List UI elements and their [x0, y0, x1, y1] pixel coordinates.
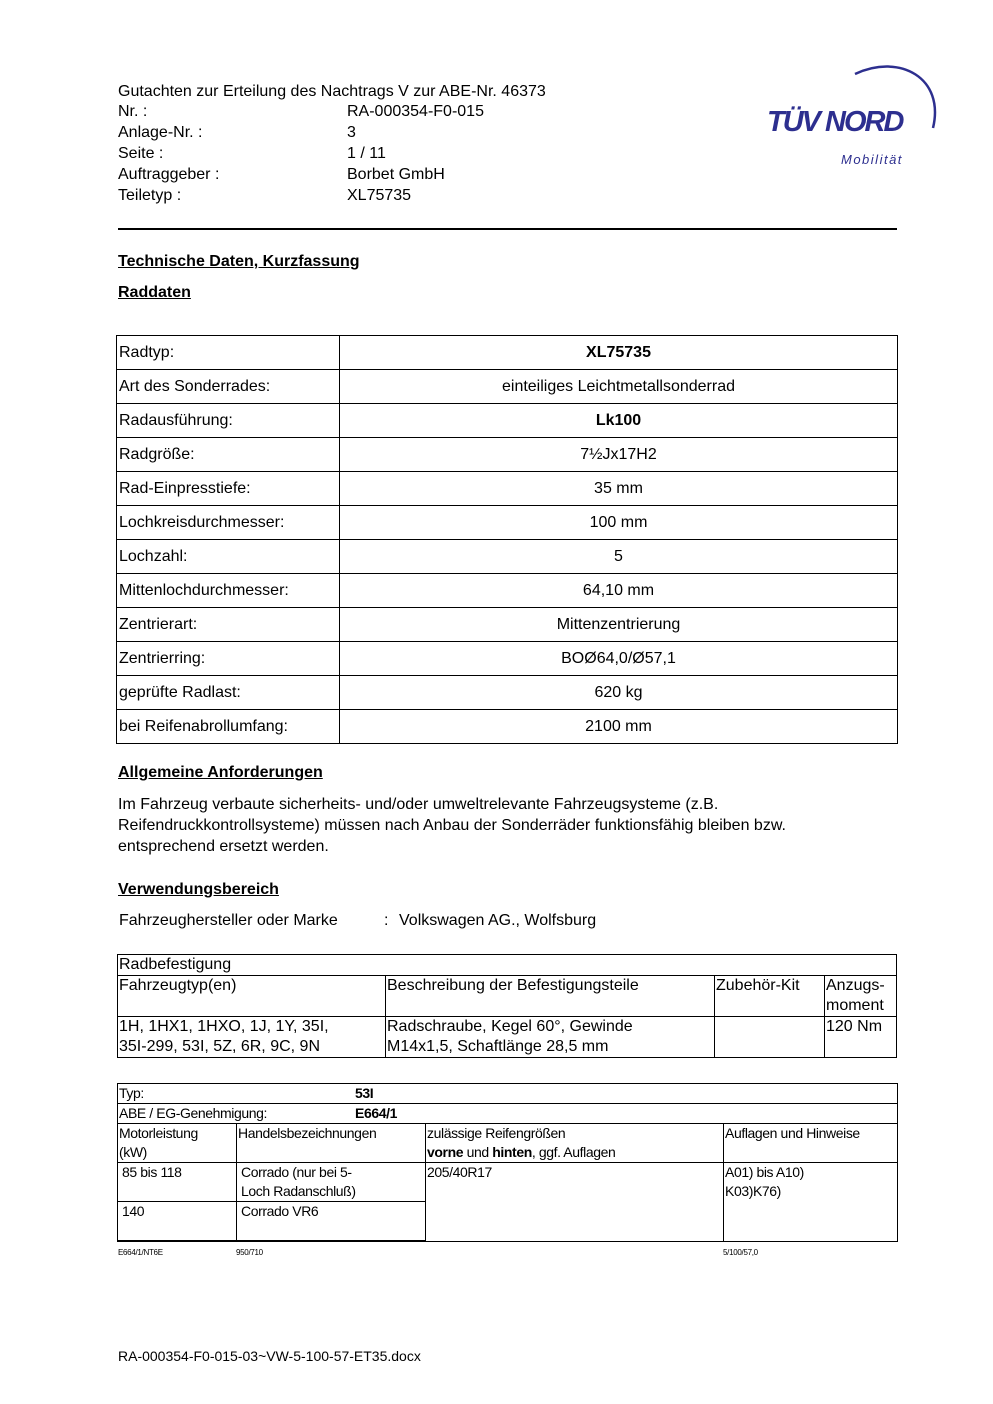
report-title: Gutachten zur Erteilung des Nachtrags V zur ABE-Nr. 46373	[118, 83, 546, 100]
header-divider	[118, 228, 897, 230]
cell-kit	[715, 1017, 825, 1058]
section-title: Technische Daten, Kurzfassung	[118, 253, 360, 270]
cell-description: Radschraube, Kegel 60°, Gewinde M14x1,5, Schaftlänge 28,5 mm	[386, 1017, 715, 1058]
cell-power: 140	[118, 1202, 237, 1242]
raddaten-table	[116, 335, 898, 744]
row-value: 35 mm	[340, 472, 898, 506]
row-value: XL75735	[340, 336, 898, 370]
row-label: Lochkreisdurchmesser:	[117, 506, 340, 540]
table-row	[117, 676, 898, 710]
abe-row	[118, 1104, 898, 1124]
header-types: Fahrzeugtyp(en)	[118, 976, 386, 1017]
verwendung-title: Verwendungsbereich	[118, 881, 279, 898]
header-row-seite	[118, 144, 386, 164]
logo-brand: TÜV NORD	[767, 106, 903, 138]
abe-value: E664/1	[355, 1105, 397, 1121]
header-kit: Zubehör-Kit	[715, 976, 825, 1017]
row-label: Radtyp:	[117, 336, 340, 370]
logo-subtitle: Mobilität	[841, 152, 903, 167]
typ-line	[118, 1084, 898, 1104]
cell-names: Corrado (nur bei 5- Loch Radanschluß)	[237, 1163, 426, 1202]
cell-names: Corrado VR6	[237, 1202, 426, 1242]
header-label: Anlage-Nr. :	[118, 124, 203, 141]
typ-footnote-2: 950/710	[236, 1248, 263, 1257]
manufacturer-value: Volkswagen AG., Wolfsburg	[399, 912, 597, 929]
row-value: Mittenzentrierung	[340, 608, 898, 642]
table-row	[117, 404, 898, 438]
row-label: Art des Sonderrades:	[117, 370, 340, 404]
header-tyres: zulässige Reifengrößen vorne und hinten, ggf. Auflagen	[426, 1124, 724, 1163]
header-value: RA-000354-F0-015	[347, 103, 484, 120]
row-label: Mittenlochdurchmesser:	[117, 574, 340, 608]
manufacturer-line	[119, 912, 597, 930]
cell-types: 1H, 1HX1, 1HXO, 1J, 1Y, 35I, 35I-299, 53I, 5Z, 6R, 9C, 9N	[118, 1017, 386, 1058]
header-torque: Anzugs- moment	[825, 976, 897, 1017]
typ-table	[117, 1083, 898, 1242]
table-header-row	[118, 976, 897, 1017]
header-value: XL75735	[347, 187, 412, 204]
raddaten-title: Raddaten	[118, 284, 191, 301]
befestigung-table	[117, 954, 897, 1058]
row-label: Zentrierring:	[117, 642, 340, 676]
row-label: Zentrierart:	[117, 608, 340, 642]
allgemein-text	[118, 794, 908, 857]
table-row	[118, 1017, 897, 1058]
befestigung-title: Radbefestigung	[118, 955, 897, 976]
cell-notes: A01) bis A10) K03)K76)	[724, 1163, 898, 1242]
typ-value: 53I	[355, 1085, 374, 1101]
abe-label: ABE / EG-Genehmigung:	[119, 1105, 268, 1121]
typ-header-row	[118, 1124, 898, 1163]
row-value: 100 mm	[340, 506, 898, 540]
header-label: Teiletyp :	[118, 187, 182, 204]
header-description: Beschreibung der Befestigungsteile	[386, 976, 715, 1017]
header-power: Motorleistung (kW)	[118, 1124, 237, 1163]
row-label: geprüfte Radlast:	[117, 676, 340, 710]
row-value: 2100 mm	[340, 710, 898, 744]
row-value: BOØ64,0/Ø57,1	[340, 642, 898, 676]
typ-footnote-3: 5/100/57,0	[723, 1248, 758, 1257]
text-line: Im Fahrzeug verbaute sicherheits- und/oder umweltrelevante Fahrzeugsysteme (z.B.	[118, 796, 719, 813]
row-label: Lochzahl:	[117, 540, 340, 574]
header-label: Auftraggeber :	[118, 166, 220, 183]
allgemein-title: Allgemeine Anforderungen	[118, 764, 323, 781]
header-label: Nr. :	[118, 103, 148, 120]
footer-filename: RA-000354-F0-015-03~VW-5-100-57-ET35.docx	[118, 1348, 421, 1364]
abe-line	[118, 1104, 898, 1124]
table-row	[117, 438, 898, 472]
row-value: 64,10 mm	[340, 574, 898, 608]
cell-torque: 120 Nm	[825, 1017, 897, 1058]
row-value: 7½Jx17H2	[340, 438, 898, 472]
manufacturer-label: Fahrzeughersteller oder Marke	[119, 912, 338, 929]
row-label: Rad-Einpresstiefe:	[117, 472, 340, 506]
table-row	[117, 472, 898, 506]
tuv-nord-logo	[765, 58, 940, 173]
header-value: 3	[347, 124, 356, 141]
table-row	[117, 574, 898, 608]
cell-power: 85 bis 118	[118, 1163, 237, 1202]
text-line: entsprechend ersetzt werden.	[118, 838, 329, 855]
manufacturer-separator: :	[384, 912, 389, 929]
row-label: Radgröße:	[117, 438, 340, 472]
table-row	[117, 506, 898, 540]
table-row	[117, 540, 898, 574]
header-names: Handelsbezeichnungen	[237, 1124, 426, 1163]
row-label: bei Reifenabrollumfang:	[117, 710, 340, 744]
header-value: 1 / 11	[347, 145, 386, 162]
row-value: Lk100	[340, 404, 898, 438]
table-row	[117, 608, 898, 642]
text-line: Reifendruckkontrollsysteme) müssen nach Anbau der Sonderräder funktionsfähig bleiben bzw.	[118, 817, 786, 834]
header-label: Seite :	[118, 145, 164, 162]
typ-label: Typ:	[119, 1085, 144, 1101]
cell-tyres: 205/40R17	[426, 1163, 724, 1242]
row-value: 5	[340, 540, 898, 574]
table-row	[118, 1163, 898, 1202]
typ-row	[118, 1084, 898, 1104]
table-row	[117, 642, 898, 676]
table-row	[118, 955, 897, 976]
header-row-anlage	[118, 123, 356, 143]
header-row-auftraggeber	[118, 165, 445, 185]
table-row	[117, 336, 898, 370]
header-row-teiletyp	[118, 186, 412, 206]
header-value: Borbet GmbH	[347, 166, 445, 183]
row-value: 620 kg	[340, 676, 898, 710]
header-row-nr	[118, 102, 484, 122]
typ-footnote-1: E664/1/NT6E	[118, 1248, 163, 1257]
table-row	[117, 370, 898, 404]
row-value: einteiliges Leichtmetallsonderrad	[340, 370, 898, 404]
table-row	[117, 710, 898, 744]
row-label: Radausführung:	[117, 404, 340, 438]
header-notes: Auflagen und Hinweise	[724, 1124, 898, 1163]
